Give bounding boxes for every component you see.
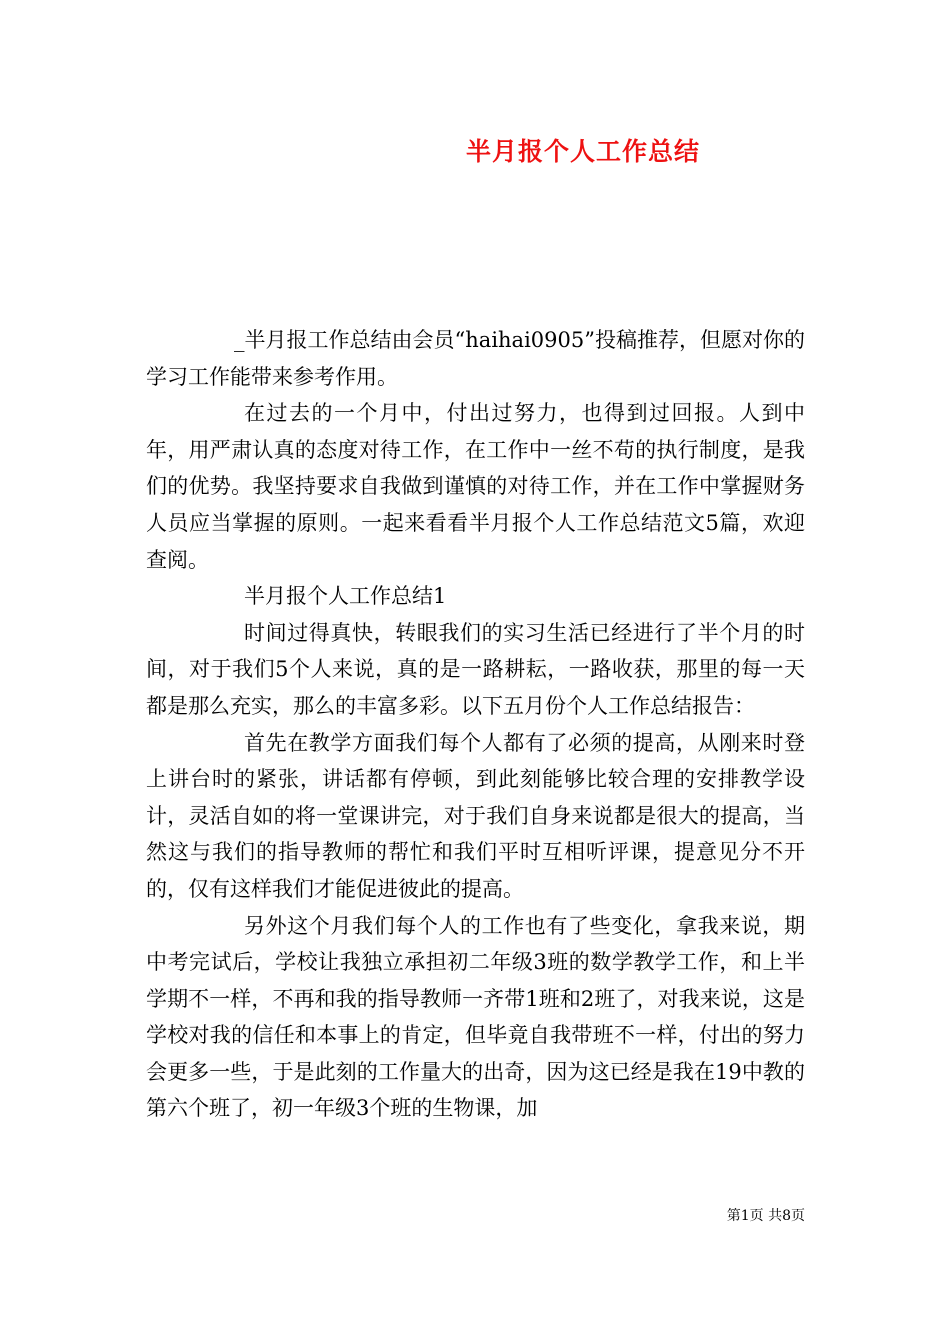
document-title: 半月报个人工作总结 [465, 137, 700, 166]
body-paragraph: 时间过得真快，转眼我们的实习生活已经进行了半个月的时间，对于我们5个人来说，真的是一路耕耘，一路收获，那里的每一天都是那么充实，那么的丰富多彩。以下五月份个人工作总结报告： [146, 620, 805, 718]
summary-paragraph: 在过去的一个月中，付出过努力，也得到过回报。人到中年，用严肃认真的态度对待工作，在工作中一丝不苟的执行制度，是我们的优势。我坚持要求自我做到谨慎的对待工作，并在工作中掌握财务人员应当掌握的原则。一起来看看半月报个人工作总结范文5篇，欢迎查阅。 [146, 401, 805, 572]
intro-paragraph: _半月报工作总结由会员“haihai0905”投稿推荐，但愿对你的学习工作能带来参考作用。 [146, 328, 805, 389]
body-paragraph: 另外这个月我们每个人的工作也有了些变化，拿我来说，期中考完试后，学校让我独立承担初二年级3班的数学教学工作，和上半学期不一样，不再和我的指导教师一齐带1班和2班了，对我来说，这是学校对我的信任和本事上的肯定，但毕竟自我带班不一样，付出的努力会更多一些，于是此刻的工作量大的出奇，因为这已经是我在19中教的第六个班了，初一年级3个班的生物课，加 [146, 913, 805, 1121]
body-paragraph: 首先在教学方面我们每个人都有了必须的提高，从刚来时登上讲台时的紧张，讲话都有停顿，到此刻能够比较合理的安排教学设计，灵活自如的将一堂课讲完，对于我们自身来说都是很大的提高，当然这与我们的指导教师的帮忙和我们平时互相听评课，提意见分不开的，仅有这样我们才能促进彼此的提高。 [146, 730, 805, 901]
document-body [146, 322, 805, 1127]
section-heading: 半月报个人工作总结1 [244, 584, 447, 609]
page-number-footer: 第1页 共8页 [726, 1208, 805, 1224]
